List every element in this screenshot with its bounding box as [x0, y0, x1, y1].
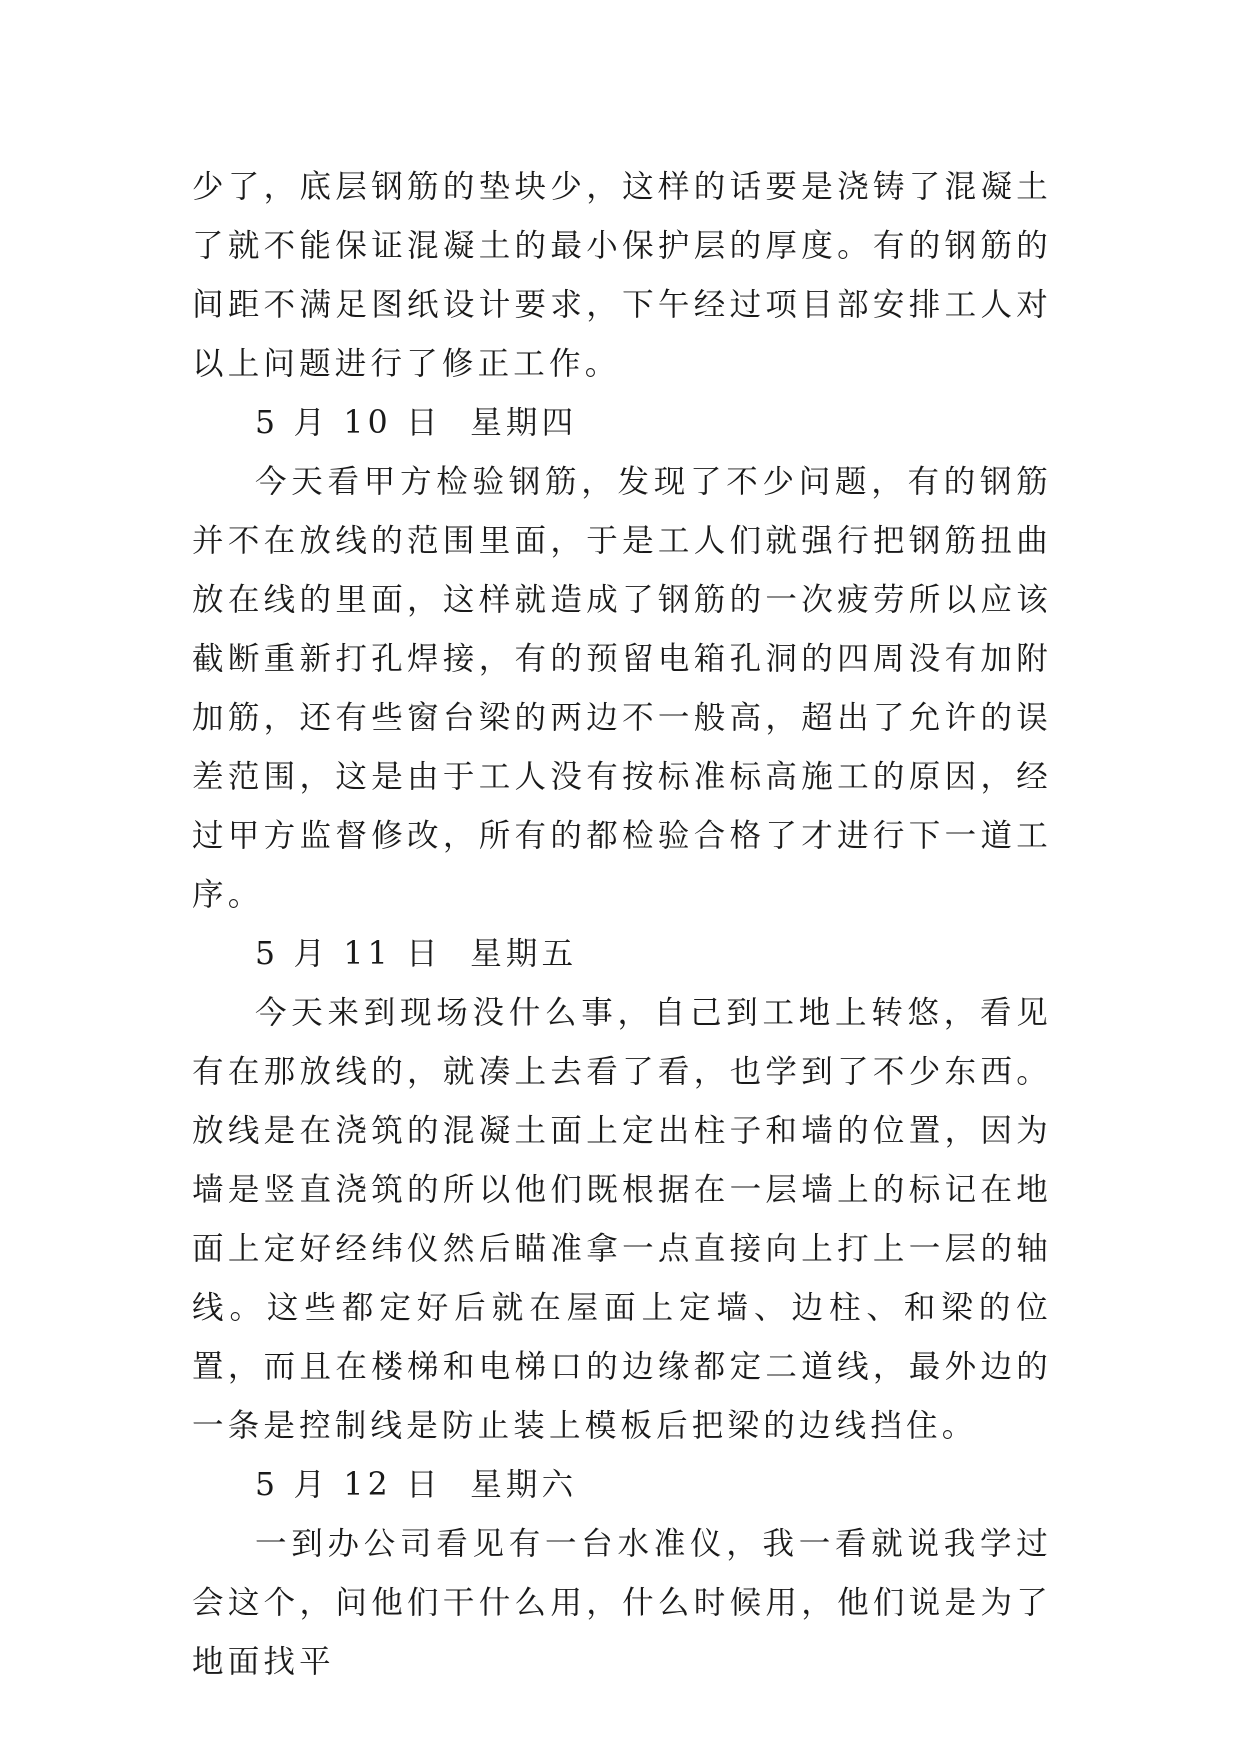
paragraph-owner-rebar-inspection: 今天看甲方检验钢筋，发现了不少问题，有的钢筋并不在放线的范围里面，于是工人们就强行把钢筋扭曲放在线的里面，这样就造成了钢筋的一次疲劳所以应该截断重新打孔焊接，有的预留电箱孔洞的四周没有加附加筋，还有些窗台梁的两边不一般高，超出了允许的误差范围，这是由于工人没有按标准标高施工的原因，经过甲方监督修改，所有的都检验合格了才进行下一道工序。	[192, 464, 1052, 913]
date-heading-may-12: 5 月 12 日 星期六	[255, 1467, 578, 1503]
date-heading-may-10: 5 月 10 日 星期四	[255, 405, 578, 441]
date-heading-may-11: 5 月 11 日 星期五	[255, 936, 578, 972]
document-body	[192, 158, 1052, 1692]
paragraph-rebar-inspection-continued: 少了，底层钢筋的垫块少，这样的话要是浇铸了混凝土了就不能保证混凝土的最小保护层的厚度。有的钢筋的间距不满足图纸设计要求，下午经过项目部安排工人对以上问题进行了修正工作。	[192, 169, 1052, 382]
paragraph-layout-survey: 今天来到现场没什么事，自己到工地上转悠，看见有在那放线的，就凑上去看了看，也学到了不少东西。放线是在浇筑的混凝土面上定出柱子和墙的位置，因为墙是竖直浇筑的所以他们既根据在一层墙上的标记在地面上定好经纬仪然后瞄准拿一点直接向上打上一层的轴线。这些都定好后就在屋面上定墙、边柱、和梁的位置，而且在楼梯和电梯口的边缘都定二道线，最外边的一条是控制线是防止装上模板后把梁的边线挡住。	[192, 995, 1052, 1444]
paragraph-level-instrument: 一到办公司看见有一台水准仪，我一看就说我学过会这个，问他们干什么用，什么时候用，他们说是为了地面找平	[192, 1526, 1052, 1680]
